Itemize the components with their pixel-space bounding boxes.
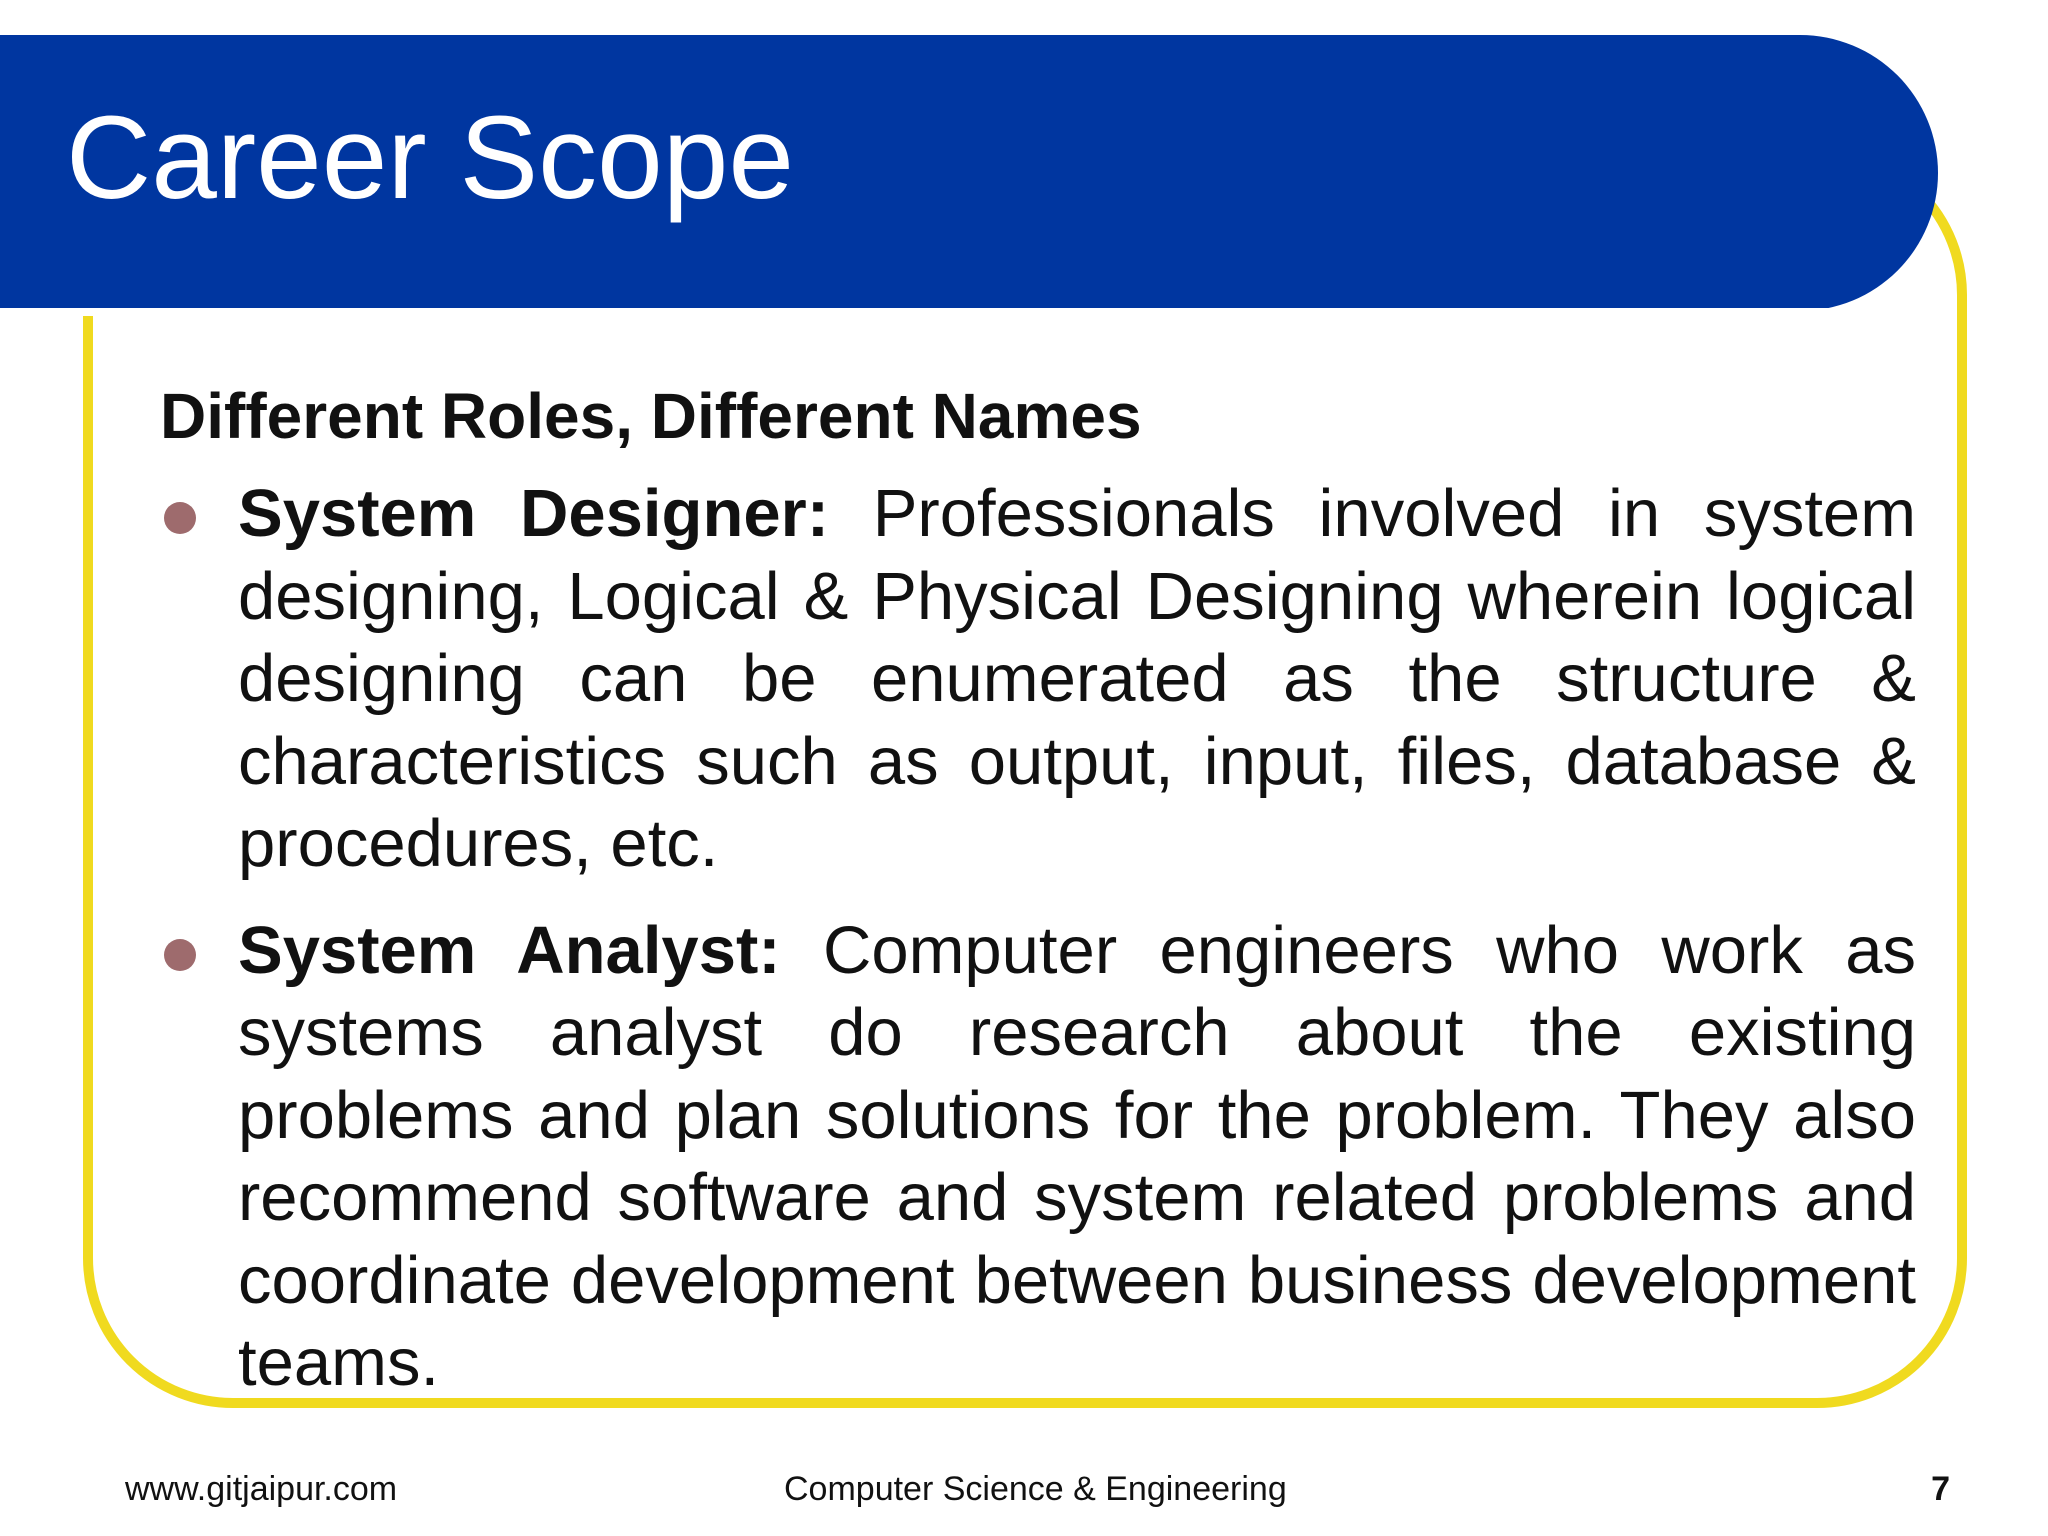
slide-number: 7 xyxy=(1931,1470,1950,1508)
footer-department: Computer Science & Engineering xyxy=(784,1470,1287,1508)
bullet-term: System Designer: xyxy=(238,476,830,551)
bullet-dot-icon xyxy=(164,939,196,971)
slide-title: Career Scope xyxy=(66,92,795,224)
bullet-item-system-designer xyxy=(160,473,1916,886)
slide-content xyxy=(160,375,1916,1405)
bullet-text: Computer engineers who work as systems analyst do research about the existing problems and plan solutions for the problem. They also recommend software and system related problems and coordinate development between business development teams. xyxy=(238,912,1916,1400)
bullet-item-system-analyst xyxy=(160,910,1916,1405)
slide-subtitle: Different Roles, Different Names xyxy=(160,380,1142,452)
bullet-list xyxy=(160,473,1916,1405)
bullet-term: System Analyst: xyxy=(238,912,781,988)
bullet-dot-icon xyxy=(164,502,196,534)
banner-rule xyxy=(0,308,1834,316)
bullet-text: Professionals involved in system designing, Logical & Physical Designing wherein logical designing can be enumerated as the structure & characteristics such as output, input, files, database & procedures, etc. xyxy=(238,476,1917,881)
footer-website: www.gitjaipur.com xyxy=(125,1470,398,1508)
